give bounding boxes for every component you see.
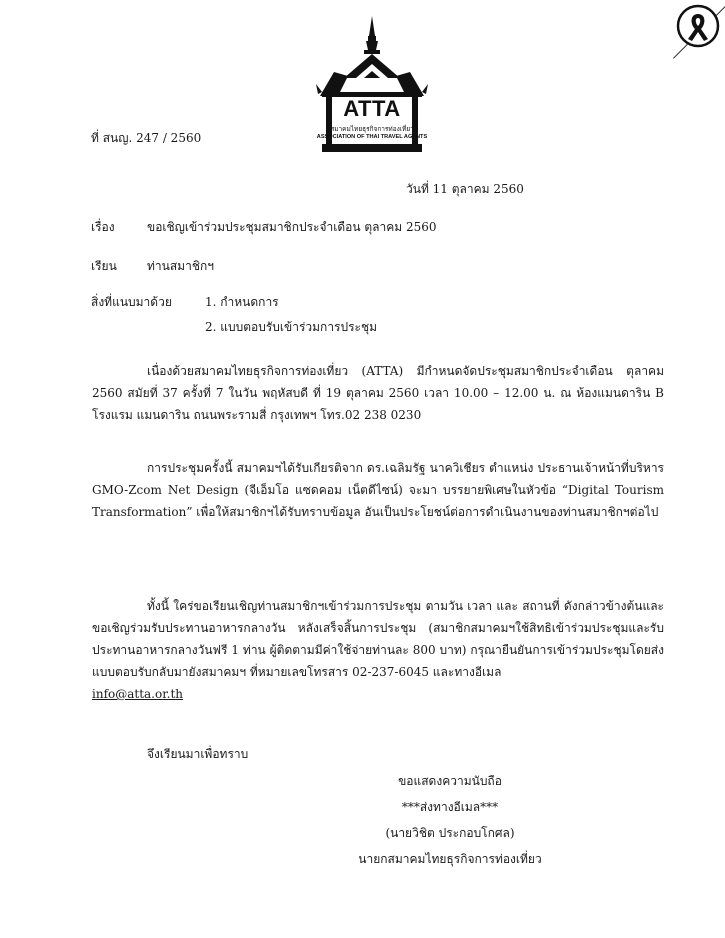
mourning-ribbon-icon xyxy=(676,4,722,50)
recipient-label: เรียน xyxy=(91,259,117,273)
email-link[interactable]: info@atta.or.th xyxy=(92,687,184,701)
body-paragraph xyxy=(92,457,664,523)
signatory-name: (นายวิชิต ประกอบโกศล) xyxy=(385,826,515,840)
attachments-label: สิ่งที่แนบมาด้วย xyxy=(91,295,172,309)
paragraph-text: การประชุมครั้งนี้ สมาคมฯได้รับเกียรติจาก ดร.เฉลิมรัฐ นาควิเชียร ตำแหน่ง ประธานเจ้าหน้าที่บริหาร GMO-Zcom Net Design (จีเอ็มโอ แซดคอม เน็ตดีไซน์) จะมา บรรยายพิเศษในหัวข้อ “Digital Tourism Transformation” เพื่อให้สมาชิกฯได้รับทราบข้อมูล อันเป็นประโยชน์ต่อการดำเนินงานของท่านสมาชิกฯต่อไป xyxy=(92,461,664,519)
attachment-item: 1. กำหนดการ xyxy=(205,295,279,309)
paragraph-text: เนื่องด้วยสมาคมไทยธุรกิจการท่องเที่ยว (ATTA) มีกำหนดจัดประชุมสมาชิกประจำเดือน ตุลาคม 2560 สมัยที่ 37 ครั้งที่ 7 ในวัน พฤหัสบดี ที่ 19 ตุลาคม 2560 เวลา 10.00 – 12.00 น. ณ ห้องแมนดาริน B โรงแรม แมนดาริน ถนนพระรามสี่ กรุงเทพฯ โทร.02 238 0230 xyxy=(92,364,664,422)
closing-line: จึงเรียนมาเพื่อทราบ xyxy=(147,747,249,761)
atta-logo xyxy=(314,14,430,154)
letter-date: วันที่ 11 ตุลาคม 2560 xyxy=(406,182,524,196)
paragraph-text: ทั้งนี้ ใคร่ขอเรียนเชิญท่านสมาชิกฯเข้าร่วมการประชุม ตามวัน เวลา และ สถานที่ ดังกล่าวข้างต้นและขอเชิญร่วมรับประทานอาหารกลางวัน หลังเสร็จสิ้นการประชุม (สมาชิกสมาคมฯใช้สิทธิเข้าร่วมประชุมและรับประทานอาหารกลางวันฟรี 1 ท่าน ผู้ติดตามมีค่าใช้จ่ายท่านละ 800 บาท) กรุณายืนยันการเข้าร่วมประชุมโดยส่งแบบตอบรับกลับมายังสมาคมฯ ที่หมายเลขโทรสาร 02-237-6045 และทางอีเมล xyxy=(92,599,664,679)
recipient-text: ท่านสมาชิกฯ xyxy=(147,259,214,273)
body-paragraph xyxy=(92,360,664,426)
signature-regards: ขอแสดงความนับถือ xyxy=(398,774,502,788)
signatory-title: นายกสมาคมไทยธุรกิจการท่องเที่ยว xyxy=(358,852,542,866)
reference-number: ที่ สนญ. 247 / 2560 xyxy=(91,131,202,145)
logo-thai-name: สมาคมไทยธุรกิจการท่องเที่ยว xyxy=(330,126,414,133)
logo-english-name: ASSOCIATION OF THAI TRAVEL AGENTS xyxy=(316,134,428,140)
body-paragraph xyxy=(92,595,664,705)
signature-sent-by-email: ***ส่งทางอีเมล*** xyxy=(401,800,499,814)
subject-label: เรื่อง xyxy=(91,220,115,234)
attachment-item: 2. แบบตอบรับเข้าร่วมการประชุม xyxy=(205,320,378,334)
subject-text: ขอเชิญเข้าร่วมประชุมสมาชิกประจำเดือน ตุลาคม 2560 xyxy=(147,220,437,234)
logo-brand: ATTA xyxy=(343,96,401,121)
